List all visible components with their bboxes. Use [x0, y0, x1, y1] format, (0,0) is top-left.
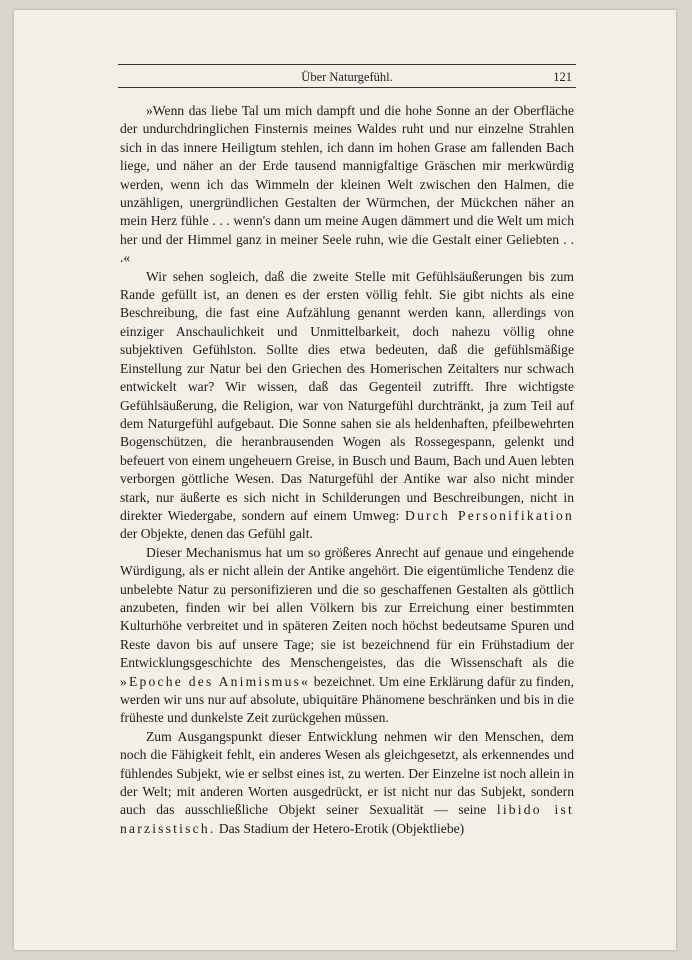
spaced-emphasis: Durch Personifikation	[405, 507, 575, 523]
paragraph-quote: »Wenn das liebe Tal um mich dampft und die hohe Sonne an der Oberfläche der undurchdringlichen Finsternis meines Waldes ruht und nur einzelne Strahlen sich in das innere Heiligtum stehlen, ich dann im hohen Grase am fallenden Bach liege, und näher an der Erde tausend mannigfaltige Gräschen mir merkwürdig werden, wenn ich das Wimmeln der kleinen Welt zwischen den Halmen, die unzähligen, unergründlichen Gestalten der Würmchen, der Mückchen näher an mein Herz fühle . . . wenn's dann um meine Augen dämmert und die Welt um mich her und der Himmel ganz in meiner Seele ruhn, wie die Gestalt einer Geliebten . . .«	[120, 103, 574, 266]
spaced-emphasis: »Epoche des Animismus«	[120, 673, 311, 689]
running-header	[118, 64, 576, 88]
paragraph-animism: Dieser Mechanismus hat um so größeres Anrecht auf genaue und eingehende Würdigung, als er nicht allein der Antike angehört. Die eigentümliche Tendenz die unbelebte Natur zu personifizieren und die so geschaffenen Gestalten als göttlich anzubeten, finden wir bei allen Völkern bis zur Erreichung einer bestimmten Kulturhöhe verbreitet und in späteren Zeiten noch höchst bedeutsame Spuren und Reste davon bis auf unsere Tage; sie ist bezeichnend für ein Frühstadium der Entwicklungsgeschichte des Menschengeistes, das die Wissenschaft als die »Epoche des Animismus« bezeichnet. Um eine Erklärung dafür zu finden, werden wir uns nur auf absolute, ubiquitäre Phänomene beschränken und bis in die früheste und dunkelste Zeit zurückgehen müssen.	[120, 544, 574, 726]
paragraph-personification: Wir sehen sogleich, daß die zweite Stelle mit Gefühlsäußerungen bis zum Rande gefüllt ist, an denen es der ersten völlig fehlt. Sie gibt nichts als eine Beschreibung, die fast eine Aufzählung genannt werden kann, allerdings von einziger Anschaulichkeit und Unmittelbarkeit, doch nahezu völlig ohne subjektiven Gefühlston. Sollte dies etwa bedeuten, daß die gefühlsmäßige Einstellung zur Natur bei den Griechen des Homerischen Zeitalters nur schwach entwickelt war? Wir wissen, daß das Gegenteil zutrifft. Ihre wichtigste Gefühlsäußerung, die Religion, war von Naturgefühl durchtränkt, ja zum Teil auf dem Naturgefühl aufgebaut. Die Sonne sahen sie als heldenhaften, pfeilbewehrten Bogenschützen, die heranbrausenden Wogen als Rossegespann, gelenkt und befeuert von einem ungeheuern Greise, in Busch und Baum, Bach und Auen lebten verborgen göttliche Wesen. Das Naturgefühl der Antike war also nicht minder stark, nur äußerte es sich nicht in Schilderungen und Beschreibungen, nicht in direkter Wiedergabe, sondern auf einem Umweg: Durch Personifikation der Objekte, denen das Gefühl galt.	[120, 268, 575, 542]
running-title: Über Naturgefühl.	[301, 70, 393, 84]
spaced-emphasis: libido ist narzisstisch.	[120, 802, 574, 836]
body-text	[120, 102, 574, 838]
paragraph-narcissism: Zum Ausgangspunkt dieser Entwicklung nehmen wir den Menschen, dem noch die Fähigkeit fehlt, ein anderes Wesen als gleichgesetzt, als erkennendes und fühlendes Subjekt, wie er selbst eines ist, zu werten. Der Einzelne ist noch allein in der Welt; mit anderen Worten ausgedrückt, er ist nicht nur das Subjekt, sondern auch das ausschließliche Objekt seiner Sexualität — seine libido ist narzisstisch. Das Stadium der Hetero-Erotik (Objektliebe)	[120, 728, 574, 836]
book-page	[14, 10, 676, 950]
page-number: 121	[553, 70, 572, 84]
